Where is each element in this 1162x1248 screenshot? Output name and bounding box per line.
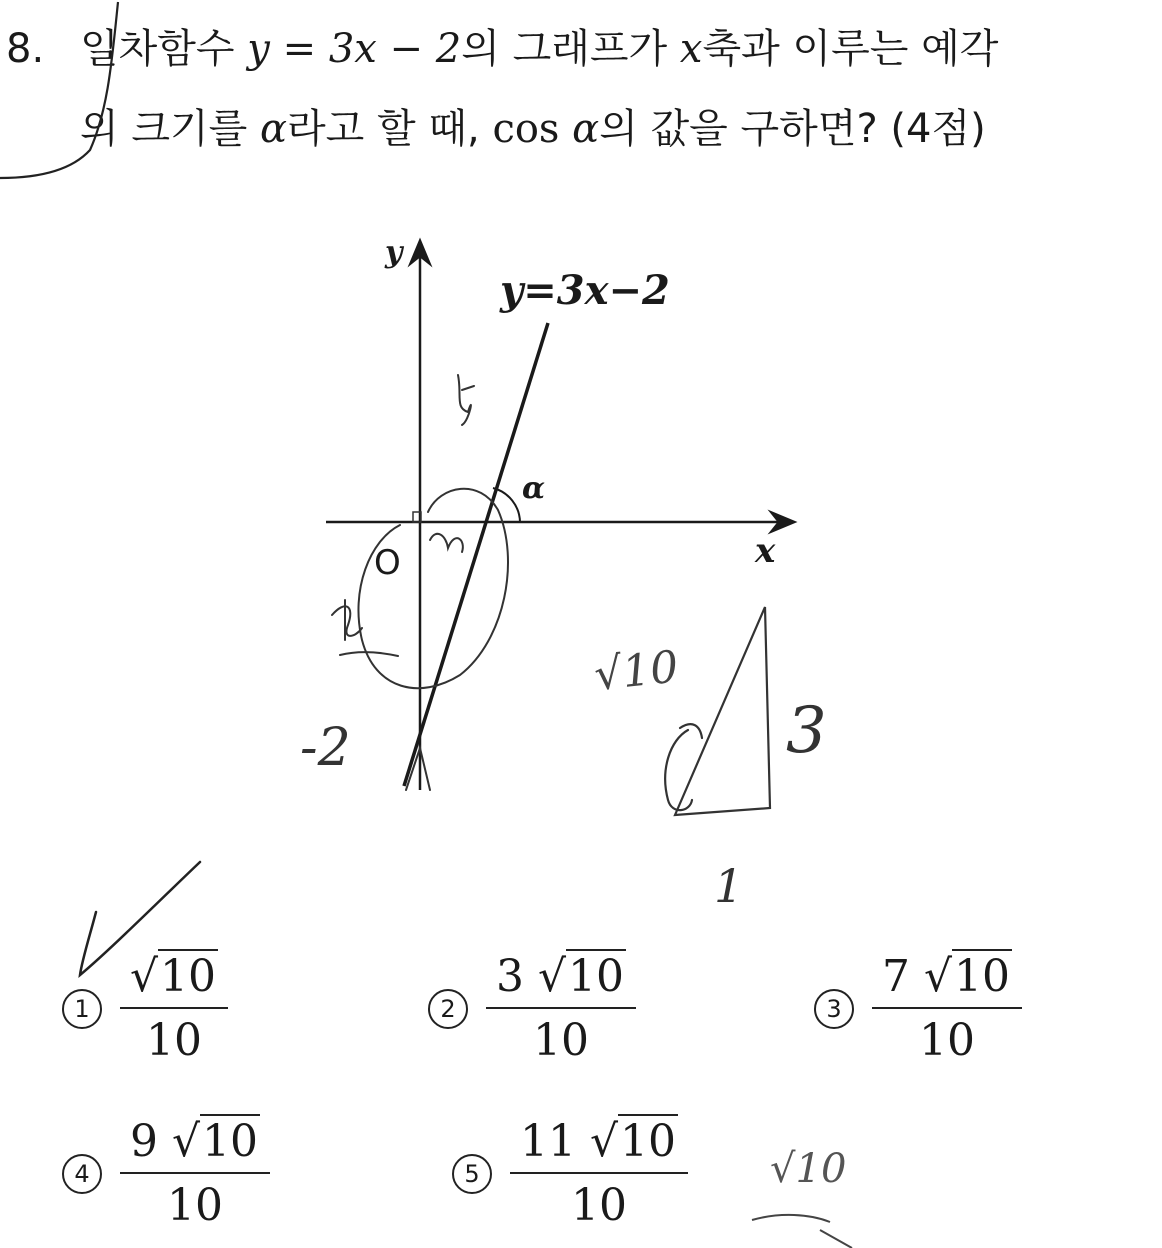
handwritten-neg-two: -2 [300,718,351,778]
origin-label: O [374,543,401,583]
fraction-denominator: 10 [533,1015,590,1066]
fraction-denominator: 10 [167,1180,224,1231]
choice-marker: 4 [62,1154,102,1194]
question-text-part: 축과 이루는 예각 [702,26,999,72]
fraction-numerator [872,951,1022,1009]
choice-marker: 1 [62,989,102,1029]
question-text-part: 의 크기를 [80,106,260,152]
choice-fraction [120,1116,270,1231]
handwritten-one: 1 [714,859,744,913]
x-variable: x [679,26,703,72]
handwritten-sqrt10-bottom: √10 [770,1146,847,1192]
radicand: 10 [160,951,217,1002]
choice-1[interactable] [62,951,228,1066]
question-number: 8. [6,26,45,72]
sqrt-symbol: √10 [924,951,1011,1002]
handwritten-three: 3 [786,694,827,768]
choice-5[interactable] [452,1116,688,1231]
choice-marker: 3 [814,989,854,1029]
radicand: 10 [620,1116,677,1167]
y-axis-label: y [385,235,403,270]
line-equation-label: y=3x−2 [500,267,670,314]
fraction-denominator: 10 [919,1015,976,1066]
sqrt-symbol: √10 [590,1116,677,1167]
radicand: 10 [568,951,625,1002]
choice-fraction [510,1116,688,1231]
coefficient: 3 [496,951,524,1002]
x-axis-label: x [755,531,776,571]
radicand: 10 [202,1116,259,1167]
coefficient: 11 [520,1116,576,1167]
fraction-numerator [120,951,228,1009]
choice-fraction [872,951,1022,1066]
equation: y = 3x − 2 [247,26,462,72]
choice-fraction [120,951,228,1066]
fraction-denominator: 10 [571,1180,628,1231]
sqrt-symbol: √10 [538,951,625,1002]
fraction-numerator [486,951,636,1009]
fraction-denominator: 10 [146,1015,203,1066]
radicand: 10 [954,951,1011,1002]
question-text-part: 일차함수 [80,26,248,72]
cos-function: cos [492,106,573,152]
question-text-part: 라고 할 때, [287,106,493,152]
coefficient: 7 [882,951,910,1002]
choice-fraction [486,951,636,1066]
fraction-numerator [120,1116,270,1174]
handwritten-sqrt10: √10 [591,641,681,701]
choice-4[interactable] [62,1116,270,1231]
alpha-symbol: α [572,106,600,152]
angle-alpha-label: α [522,471,546,506]
choice-3[interactable] [814,951,1022,1066]
coefficient: 9 [130,1116,158,1167]
question-text-part: 의 그래프가 [461,26,680,72]
choice-2[interactable] [428,951,636,1066]
choice-marker: 5 [452,1154,492,1194]
fraction-numerator [510,1116,688,1174]
sqrt-symbol: √10 [172,1116,259,1167]
choice-marker: 2 [428,989,468,1029]
question-text-part: 의 값을 구하면? (4점) [599,106,986,152]
alpha-symbol: α [260,106,288,152]
sqrt-symbol: √10 [130,951,217,1002]
